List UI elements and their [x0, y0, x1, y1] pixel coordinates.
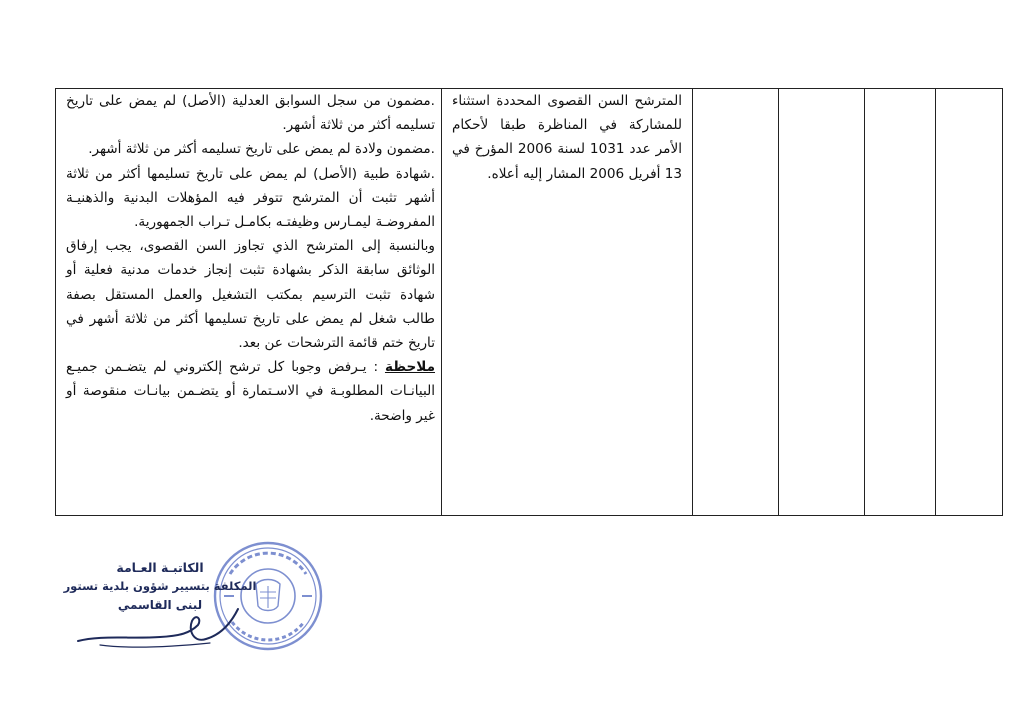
- requirement-birth-certificate: .مضمون ولادة لم يمض على تاريخ تسليمه أكثر من ثلاثة أشهر.: [88, 141, 435, 158]
- signatory-subtitle: المكلفة بتسيير شؤون بلدية تستور: [63, 579, 257, 593]
- empty-cell: [865, 89, 936, 516]
- empty-cell: [936, 89, 1003, 516]
- requirement-note: [66, 355, 435, 428]
- empty-cell: [779, 89, 865, 516]
- note-label: ملاحظة: [384, 359, 435, 376]
- requirement-age-exception: وبالنسبة إلى المترشح الذي تجاوز السن القصوى، يجب إرفاق الوثائق سابقة الذكر بشهادة تثبت إنجاز خدمات مدنية فعلية أو شهادة تثبت الترسيم بمكتب التشغيل والعمل المستقل بصفة طالب شغل لم يمض على تاريخ تسليمها أكثر من ثلاثة أشهر في تاريخ ختم قائمة الترشحات عن بعد.: [66, 238, 435, 352]
- condition-cell: [442, 89, 693, 516]
- requirement-criminal-record: .مضمون من سجل السوابق العدلية (الأصل) لم يمض على تاريخ تسليمه أكثر من ثلاثة أشهر.: [66, 93, 435, 134]
- requirements-cell: [56, 89, 442, 516]
- signatory-name: لبنى القاسمي: [117, 598, 203, 612]
- requirements-text: [56, 89, 441, 428]
- signatory-title: الكاتبـة العـامة: [116, 560, 204, 575]
- requirement-medical-certificate: .شهادة طبية (الأصل) لم يمض على تاريخ تسليمها أكثر من ثلاثة أشهر تثبت أن المترشح تتوفر فيه المؤهلات البدنية والذهنيـة المفروضـة ليمـارس وظيفتـه بكامـل تـراب الجمهورية.: [66, 165, 435, 231]
- table-row: [56, 89, 1003, 516]
- handwritten-signature-icon: [70, 595, 260, 655]
- requirements-table: [55, 88, 1003, 516]
- empty-cell: [693, 89, 779, 516]
- condition-text: المترشح السن القصوى المحددة استثناء للمشاركة في المناظرة طبقا لأحكام الأمر عدد 1031 لسنة 2006 المؤرخ في 13 أفريل 2006 المشار إليه أعلاه.: [452, 93, 682, 182]
- note-text: : يـرفض وجوبا كل ترشح إلكتروني لم يتضـمن جميـع البيانـات المطلوبـة في الاسـتمارة أو يتضـمن بيانـات منقوصة أو غير واضحة.: [66, 359, 435, 424]
